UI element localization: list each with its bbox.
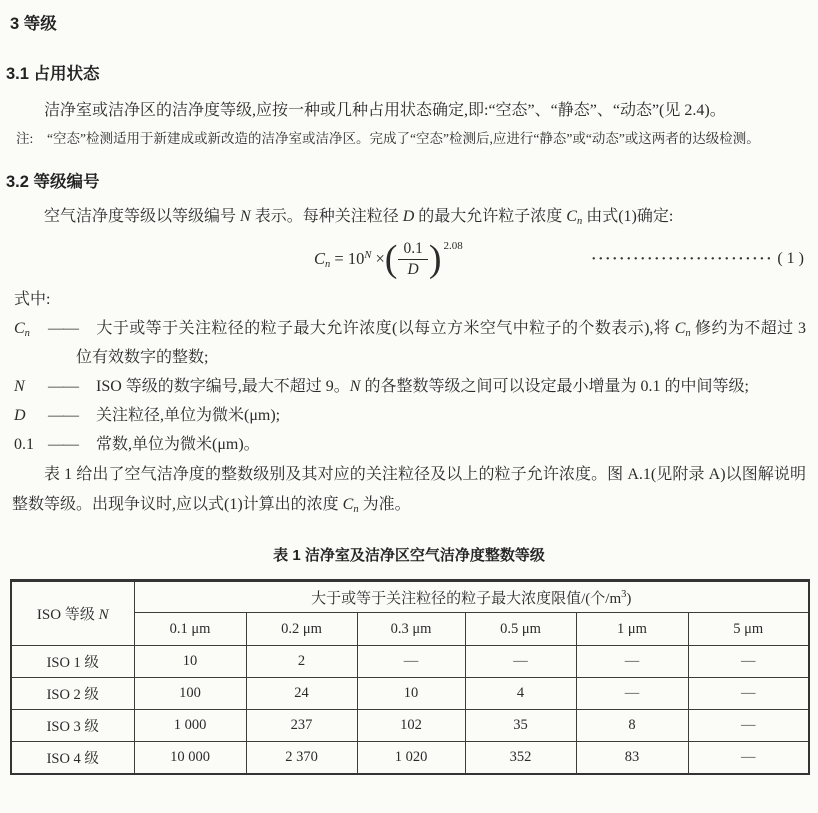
table-header-size-1um: 1 μm [576,613,688,646]
table-header-iso-class: ISO 等级 N [11,581,134,646]
table-title: 表 1 洁净室及洁净区空气洁净度整数等级 [273,547,545,564]
paragraph-class-number-intro: 空气洁净度等级以等级编号 N 表示。每种关注粒径 D 的最大允许粒子浓度 $C_n$ 由式(1)确定: [44,208,674,227]
table-header-size-0-3um: 0.3 μm [357,613,465,646]
table-cell: 102 [357,710,465,742]
table-cell: 1 020 [357,742,465,774]
table-cell: 24 [246,678,357,710]
definition-item-d [14,401,806,430]
table-cell: — [688,678,809,710]
formula-exponent: 2.08 [443,240,463,252]
table-cell: 352 [465,742,576,774]
table-cell: 10 000 [134,742,246,774]
left-parenthesis: ( [384,238,398,280]
table-cell: 10 [134,646,246,678]
table-cell: 2 370 [246,742,357,774]
table-header-concentration-limit: 大于或等于关注粒径的粒子最大浓度限值/(个$/m^3$) [134,581,809,613]
definition-dash: —— [48,320,78,337]
table-header-size-5um: 5 μm [688,613,809,646]
table-header-size-0-1um: 0.1 μm [134,613,246,646]
table-row-iso-2 [11,678,809,710]
section-heading-3: 3 等级 [10,15,57,33]
dot-leader: ·························· [591,250,774,267]
table-cell: — [576,678,688,710]
table-row-iso-3 [11,710,809,742]
section-heading-3-1: 3.1 占用状态 [6,65,100,83]
table-cell: 83 [576,742,688,774]
symbol-definitions [14,314,806,459]
row-label: ISO 3 级 [11,710,134,742]
cleanliness-class-table [10,579,810,775]
table-header-size-0-5um: 0.5 μm [465,613,576,646]
table-cell: — [688,646,809,678]
definition-term: 0.1 [14,436,34,453]
row-label: ISO 1 级 [11,646,134,678]
table-cell: 100 [134,678,246,710]
definition-term: $C_n$ [14,320,30,339]
definition-dash: —— [48,378,78,395]
fraction-numerator: 0.1 [398,240,427,260]
fraction [398,240,427,279]
table-cell: — [357,646,465,678]
table-cell: 35 [465,710,576,742]
note-text: “空态”检测适用于新建成或新改造的洁净室或洁净区。完成了“空态”检测后,应进行“静态”或“动态”或这两者的达级检测。 [47,131,760,146]
note-label: 注: [16,131,34,146]
table-cell: — [576,646,688,678]
table-row-iso-4 [11,742,809,774]
paragraph-occupancy-states: 洁净室或洁净区的洁净度等级,应按一种或几种占用状态确定,即:“空态”、“静态”、“动态”(见 2.4)。 [44,102,726,119]
definition-text: 大于或等于关注粒径的粒子最大允许浓度(以每立方米空气中粒子的个数表示),将 $C_n$ 修约为不超过 3 位有效数字的整数; [76,320,806,366]
definition-term: N [14,378,25,395]
table-cell: — [688,710,809,742]
definition-item-cn [14,314,806,372]
table-header-row-1 [11,581,809,613]
definition-dash: —— [48,436,78,453]
section-heading-3-2: 3.2 等级编号 [6,173,100,191]
formula-1 [12,234,806,284]
table-header-size-0-2um: 0.2 μm [246,613,357,646]
definition-term: D [14,407,26,424]
equation-number: ( 1 ) [777,250,804,267]
definition-text: ISO 等级的数字编号,最大不超过 9。N 的各整数等级之间可以设定最小增量为 0.1 的中间等级; [96,378,749,395]
table-cell: — [465,646,576,678]
table-cell: — [688,742,809,774]
definition-text: 关注粒径,单位为微米(μm); [96,407,281,424]
formula-left-side: $C_n = 10^N$ × [314,249,385,270]
right-parenthesis: ) [428,238,442,280]
table-cell: 1 000 [134,710,246,742]
definition-dash: —— [48,407,78,424]
table-cell: 8 [576,710,688,742]
note-vacant-state [16,125,806,152]
definition-item-0-1 [14,430,806,459]
where-label: 式中: [14,291,51,308]
fraction-denominator: D [407,260,419,278]
table-cell: 237 [246,710,357,742]
table-cell: 4 [465,678,576,710]
table-row-iso-1 [11,646,809,678]
table-cell: 2 [246,646,357,678]
row-label: ISO 2 级 [11,678,134,710]
row-label: ISO 4 级 [11,742,134,774]
table-cell: 10 [357,678,465,710]
definition-item-n [14,372,806,401]
definition-text: 常数,单位为微米(μm)。 [96,436,260,453]
paragraph-table-intro: 表 1 给出了空气洁净度的整数级别及其对应的关注粒径及以上的粒子允许浓度。图 A.1(见附录 A)以图解说明整数等级。出现争议时,应以式(1)计算出的浓度 $C_n$ 为准。 [12,466,806,515]
